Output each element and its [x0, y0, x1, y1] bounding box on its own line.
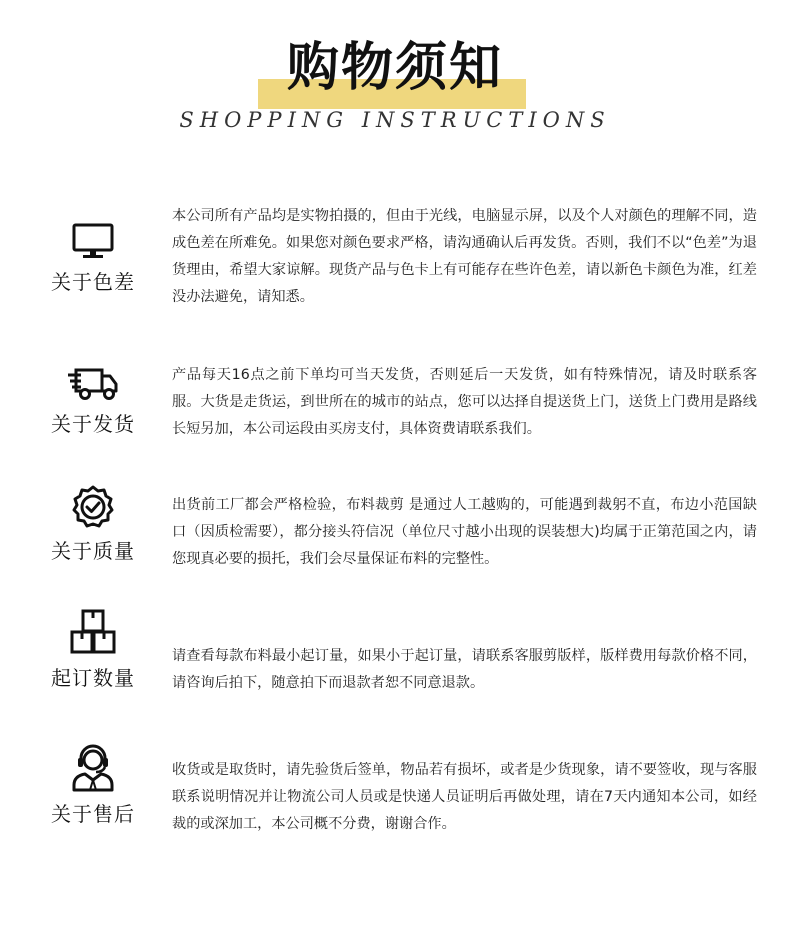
section-text: 产品每天16点之前下单均可当天发货，否则延后一天发货，如有特殊情况，请及时联系客服。大货是走货运，到世所在的城市的站点，您可以达择自提送货上门，送货上门费用是路线长短另加，本公司运段由买房支付，具体资费请联系我们。 — [172, 367, 757, 437]
section-icon-box — [48, 485, 138, 564]
section-icon-box — [48, 608, 138, 691]
section-text: 请查看每款布料最小起订量，如果小于起订量，请联系客服剪版样，版样费用每款价格不同，请咨询后拍下，随意拍下而退款者恕不同意退款。 — [172, 648, 757, 691]
section-text: 出货前工厂都会严格检验，布料裁剪 是通过人工越购的，可能遇到裁躬不直，布边小范国缺口（因质检需要），都分接头符信况（单位尺寸越小出现的误装想大)均属于正第范国之内，请您现真必要的损托，我们会尽量保证布料的完整性。 — [172, 497, 757, 567]
stacked-boxes-icon — [69, 608, 117, 656]
header — [0, 0, 790, 150]
section-text: 本公司所有产品均是实物拍摄的，但由于光线，电脑显示屏，以及个人对颜色的理解不同，造成色差在所难免。如果您对颜色要求严格，请沟通确认后再发货。否则，我们不以“色差”为退货理由，希望大家谅解。现货产品与色卡上有可能存在些许色差，请以新色卡颜色为准，红差没办法避免，请知悉。 — [172, 208, 757, 305]
monitor-icon — [71, 222, 115, 260]
section-icon-box — [48, 222, 138, 295]
section-label: 关于色差 — [51, 270, 135, 294]
page-subtitle: SHOPPING INSTRUCTIONS — [179, 108, 611, 132]
section-label: 起订数量 — [51, 666, 135, 690]
section-label: 关于发货 — [51, 412, 135, 436]
section-label: 关于售后 — [51, 802, 135, 826]
section-text: 收货或是取货时，请先验货后签单，物品若有损坏，或者是少货现象，请不要签收，现与客服联系说明情况并让物流公司人员或是快递人员证明后再做处理，请在7天内通知本公司，如经裁的或深加工，本公司概不分费，谢谢合作。 — [172, 762, 757, 832]
quality-badge-icon — [71, 485, 115, 529]
section-icon-box — [48, 366, 138, 437]
section-label: 关于质量 — [51, 539, 135, 563]
page-title: 购物须知 — [286, 38, 503, 98]
customer-service-icon — [69, 744, 117, 792]
delivery-truck-icon — [67, 366, 119, 402]
section-icon-box — [48, 744, 138, 827]
